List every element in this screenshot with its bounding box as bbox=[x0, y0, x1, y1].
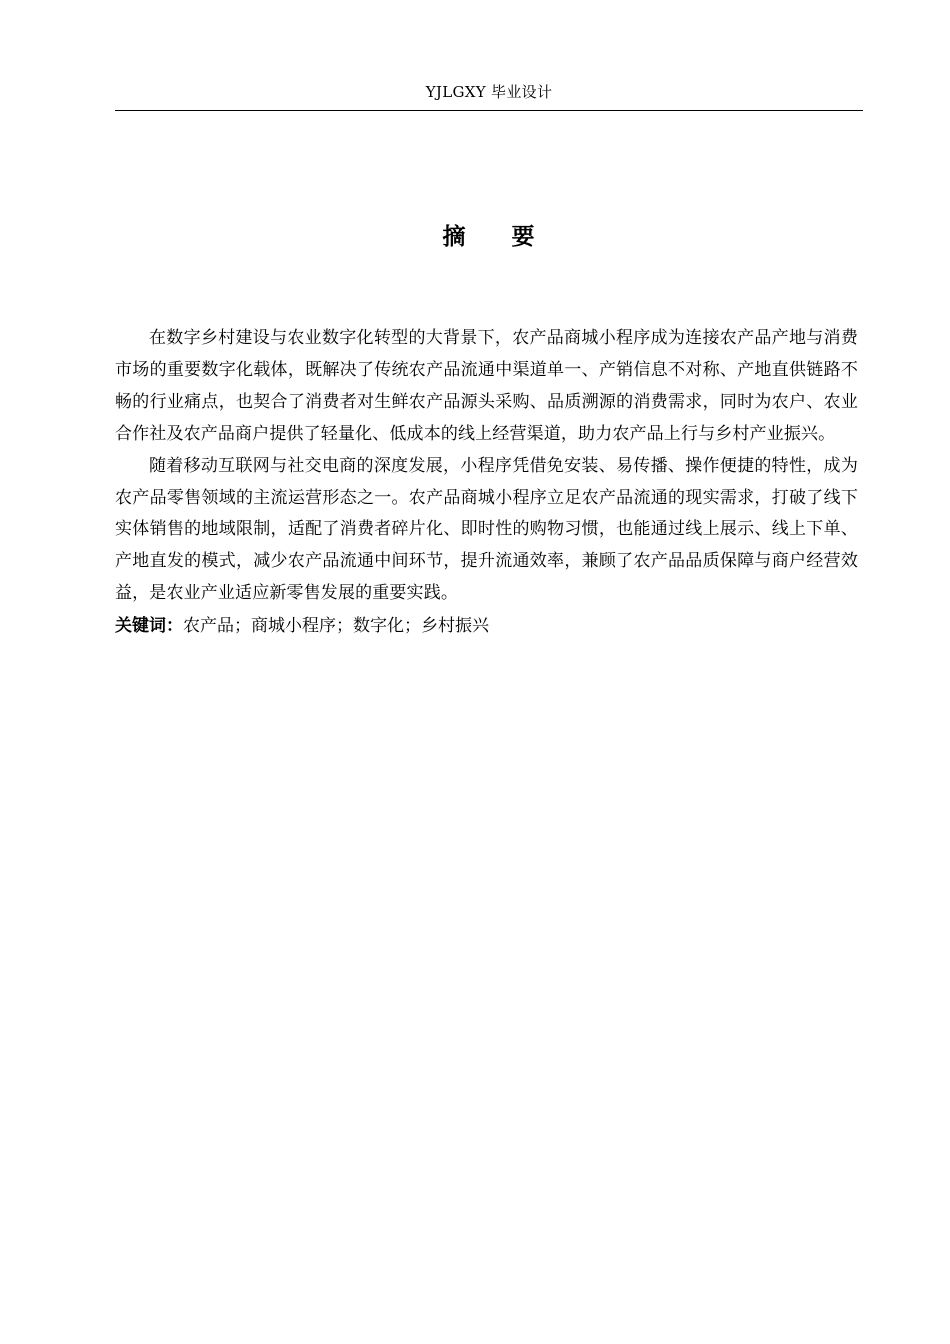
keywords-line bbox=[115, 611, 858, 642]
abstract-body bbox=[115, 323, 858, 642]
abstract-paragraph-1: 在数字乡村建设与农业数字化转型的大背景下，农产品商城小程序成为连接农产品产地与消费市场的重要数字化载体，既解决了传统农产品流通中渠道单一、产销信息不对称、产地直供链路不畅的行业痛点，也契合了消费者对生鲜农产品源头采购、品质溯源的消费需求，同时为农户、农业合作社及农产品商户提供了轻量化、低成本的线上经营渠道，助力农产品上行与乡村产业振兴。 bbox=[115, 328, 858, 444]
header-divider bbox=[115, 110, 863, 111]
keywords-text: 农产品；商城小程序；数字化；乡村振兴 bbox=[183, 616, 489, 637]
abstract-paragraph-2: 随着移动互联网与社交电商的深度发展，小程序凭借免安装、易传播、操作便捷的特性，成为农产品零售领域的主流运营形态之一。农产品商城小程序立足农产品流通的现实需求，打破了线下实体销售的地域限制，适配了消费者碎片化、即时性的购物习惯，也能通过线上展示、线上下单、产地直发的模式，减少农产品流通中间环节，提升流通效率，兼顾了农产品品质保障与商户经营效益，是农业产业适应新零售发展的重要实践。 bbox=[115, 455, 858, 604]
page-header: YJLGXY 毕业设计 bbox=[425, 83, 553, 101]
keywords-label: 关键词： bbox=[115, 616, 183, 637]
abstract-title: 摘 要 bbox=[442, 224, 536, 250]
